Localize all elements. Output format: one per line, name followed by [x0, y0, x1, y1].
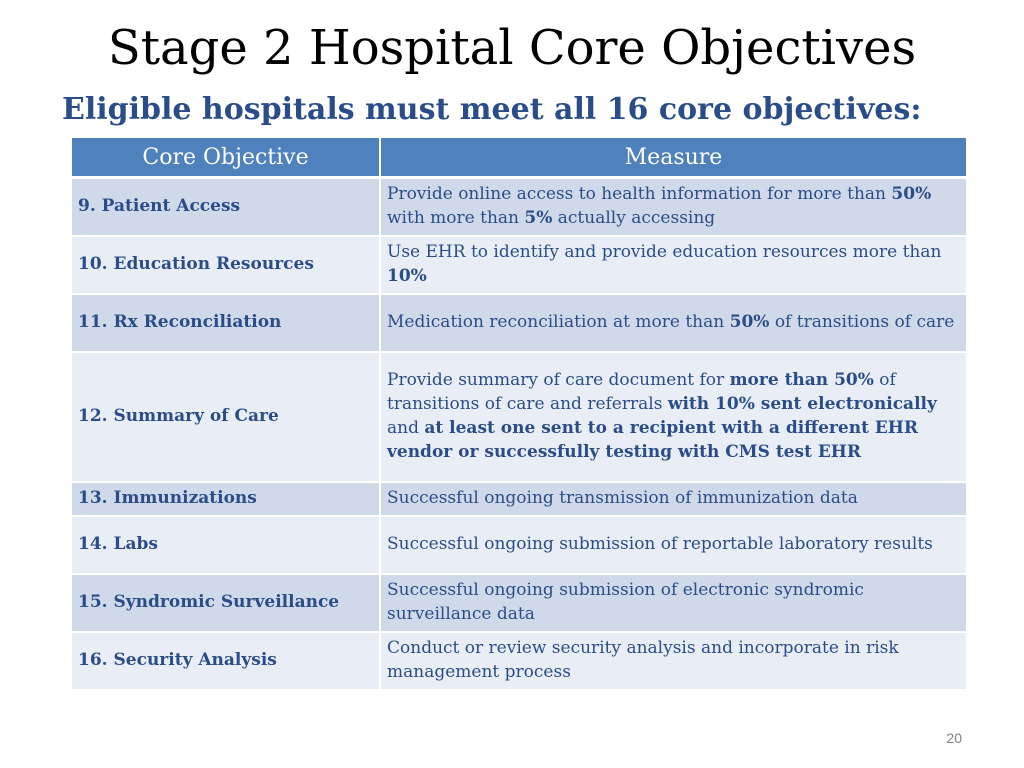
- measure-text: Conduct or review security analysis and incorporate in risk management process: [387, 638, 899, 682]
- page-number: 20: [946, 730, 962, 746]
- measure-cell: [380, 294, 966, 352]
- objective-cell: 11. Rx Reconciliation: [72, 294, 380, 352]
- measure-text: Successful ongoing transmission of immunization data: [387, 488, 858, 508]
- objective-cell: 15. Syndromic Surveillance: [72, 574, 380, 632]
- table-row: [72, 294, 966, 352]
- measure-text: of transitions of care: [769, 312, 955, 332]
- measure-text: Provide online access to health information for more than: [387, 184, 892, 205]
- table-row: [72, 482, 966, 516]
- objective-cell: 12. Summary of Care: [72, 352, 380, 482]
- table-row: [72, 352, 966, 482]
- table-row: [72, 632, 966, 690]
- header-measure: Measure: [380, 138, 966, 178]
- measure-text: with more than: [387, 208, 525, 229]
- slide-title: Stage 2 Hospital Core Objectives: [107, 20, 917, 76]
- objective-cell: 14. Labs: [72, 516, 380, 574]
- measure-highlight: 50%: [729, 312, 770, 332]
- measure-cell: [380, 178, 966, 236]
- measure-cell: [380, 482, 966, 516]
- objective-cell: 10. Education Resources: [72, 236, 380, 294]
- measure-text: Provide summary of care document for: [387, 370, 730, 390]
- table-row: [72, 574, 966, 632]
- measure-cell: [380, 236, 966, 294]
- objective-cell: 13. Immunizations: [72, 482, 380, 516]
- table-row: [72, 178, 966, 236]
- objective-cell: 16. Security Analysis: [72, 632, 380, 690]
- measure-highlight: 5%: [524, 208, 553, 229]
- measure-text: and: [387, 418, 425, 438]
- measure-highlight: at least one sent to a recipient with a different EHR vendor or successfully testing with CMS test EHR: [387, 418, 918, 462]
- measure-cell: [380, 574, 966, 632]
- header-core-objective: Core Objective: [72, 138, 380, 178]
- measure-text: of transitions of care and referrals: [387, 370, 896, 414]
- core-objectives-table: [72, 138, 966, 691]
- measure-cell: [380, 352, 966, 482]
- table-row: [72, 236, 966, 294]
- table-header-row: [72, 138, 966, 178]
- measure-text: Successful ongoing submission of reportable laboratory results: [387, 534, 933, 554]
- measure-highlight: more than 50%: [729, 370, 874, 390]
- measure-highlight: with 10% sent electronically: [667, 394, 937, 414]
- measure-text: actually accessing: [552, 208, 716, 229]
- measure-text: Successful ongoing submission of electronic syndromic surveillance data: [387, 580, 864, 624]
- slide-subtitle: Eligible hospitals must meet all 16 core objectives:: [62, 92, 922, 127]
- measure-text: Medication reconciliation at more than: [387, 312, 730, 332]
- measure-cell: [380, 516, 966, 574]
- measure-highlight: 10%: [387, 266, 427, 286]
- objective-cell: 9. Patient Access: [72, 178, 380, 236]
- measure-highlight: 50%: [891, 184, 932, 205]
- measure-text: Use EHR to identify and provide education resources more than: [387, 242, 942, 262]
- table-row: [72, 516, 966, 574]
- measure-cell: [380, 632, 966, 690]
